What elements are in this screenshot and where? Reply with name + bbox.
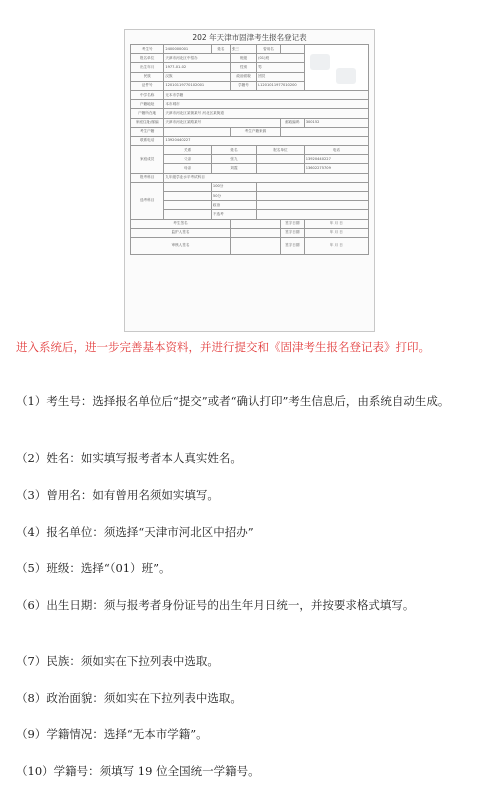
form-label: 姓名 [211, 45, 230, 54]
form-value: 年 月 日 [304, 219, 368, 228]
form-value: 张三 [230, 45, 256, 54]
form-label: 考生号 [131, 45, 164, 54]
form-row [131, 146, 369, 155]
form-value: 1977-01-02 [164, 63, 231, 72]
form-row [131, 127, 369, 136]
form-value: 天津市河北区中招办 [164, 54, 231, 63]
form-value [230, 219, 280, 228]
form-label: 电话 [304, 146, 368, 155]
form-label [164, 182, 212, 191]
form-value [257, 201, 369, 210]
form-value: 13602275709 [304, 164, 368, 173]
form-value: 13920440227 [164, 136, 369, 145]
form-value: 父亲 [164, 155, 212, 164]
form-label: 考生签名 [131, 219, 231, 228]
registration-form-image [124, 29, 375, 332]
form-value: 无本市学籍 [164, 90, 369, 99]
form-label: 学籍号 [230, 81, 256, 90]
form-label: 民族 [131, 72, 164, 81]
form-value [257, 155, 305, 164]
form-label [164, 192, 212, 201]
instruction-item: （1）考生号：选择报名单位后“提交”或者“确认打印”考生信息后，由系统自动生成。 [16, 394, 450, 408]
form-label: 考生户籍来源 [230, 127, 280, 136]
form-table [130, 44, 369, 255]
form-label: 曾用名 [257, 45, 281, 54]
form-row [131, 210, 369, 219]
form-value: 100分 [211, 182, 256, 191]
form-label [164, 210, 212, 219]
form-label: 邮政编码 [280, 118, 304, 127]
form-row [131, 201, 369, 210]
form-value: 13920440227 [304, 155, 368, 164]
form-value: 天津市河北区某街某号 河北区某街道 [164, 109, 369, 118]
form-row [131, 118, 369, 127]
instruction-item: （3）曾用名：如有曾用名须如实填写。 [16, 488, 219, 502]
form-label: 班级 [230, 54, 256, 63]
photo-cell [304, 45, 368, 91]
form-label: 报名单位 [257, 146, 305, 155]
form-row [131, 100, 369, 109]
form-value: 年 月 日 [304, 228, 368, 237]
form-label: 报考科目 [131, 173, 164, 182]
form-label: 出生年月 [131, 63, 164, 72]
form-row [131, 182, 369, 191]
form-value [230, 237, 280, 254]
form-value [257, 182, 369, 191]
form-value: 男 [257, 63, 305, 72]
form-value: 九年级学业水平考试科目 [164, 173, 369, 182]
form-value [257, 164, 305, 173]
form-label: 中学名称 [131, 90, 164, 99]
form-value: 天津市河北区某路某号 [164, 118, 281, 127]
form-label: 家庭住址/邮编 [131, 118, 164, 127]
form-value [257, 210, 369, 219]
form-value: 300152 [304, 118, 368, 127]
instruction-item: （4）报名单位：须选择“天津市河北区中招办” [16, 525, 254, 539]
form-row [131, 173, 369, 182]
form-value: 2400000001 [164, 45, 212, 54]
form-value [230, 228, 280, 237]
form-row [131, 90, 369, 99]
form-title: 202 年天津市固津考生报名登记表 [192, 33, 307, 42]
form-value [280, 127, 368, 136]
form-label: 联系电话 [131, 136, 164, 145]
form-row [131, 45, 369, 54]
instruction-item: （9）学籍情况：选择“无本市学籍”。 [16, 727, 208, 741]
form-label: 户籍所在地 [131, 109, 164, 118]
form-row [131, 192, 369, 201]
form-label: 户籍地址 [131, 100, 164, 109]
form-value [257, 192, 369, 201]
form-label: 政治面貌 [230, 72, 256, 81]
form-label: 选考科目 [131, 182, 164, 219]
form-row [131, 219, 369, 228]
form-value: 汉族 [164, 72, 231, 81]
blurred-photo [336, 68, 356, 84]
form-value: L1201011977010200 [257, 81, 305, 90]
blurred-photo [310, 54, 330, 70]
form-label: 监护人签名 [131, 228, 231, 237]
form-value: 年 月 日 [304, 237, 368, 254]
instruction-item: （8）政治面貌：须如实在下拉列表中选取。 [16, 691, 242, 705]
form-row [131, 136, 369, 145]
form-value: (01)班 [257, 54, 305, 63]
form-label: 姓名 [211, 146, 256, 155]
instruction-item: （2）姓名：如实填写报考者本人真实姓名。 [16, 451, 242, 465]
form-value: 不选考 [211, 210, 256, 219]
form-value: 50分 [211, 192, 256, 201]
form-label: 家庭成员 [131, 146, 164, 174]
form-label: 性别 [230, 63, 256, 72]
instruction-item: （5）班级：选择“（01）班”。 [16, 561, 171, 575]
form-value [280, 45, 304, 54]
form-label: 报名单位 [131, 54, 164, 63]
form-label: 审核人签名 [131, 237, 231, 254]
form-label: 签字日期 [280, 219, 304, 228]
form-value: 张九 [211, 155, 256, 164]
form-value: 本市城市 [164, 100, 369, 109]
form-label: 证件号 [131, 81, 164, 90]
form-label: 考生户籍 [131, 127, 164, 136]
form-value: 12010119770102001 [164, 81, 231, 90]
instruction-item: （6）出生日期：须与报考者身份证号的出生年月日统一，并按要求格式填写。 [16, 598, 415, 612]
form-row [131, 237, 369, 254]
form-row [131, 155, 369, 164]
form-value: 团员 [257, 72, 305, 81]
form-label: 关系 [164, 146, 212, 155]
form-grid [130, 44, 369, 255]
form-label: 签字日期 [280, 228, 304, 237]
form-row [131, 109, 369, 118]
instruction-item: （7）民族：须如实在下拉列表中选取。 [16, 654, 219, 668]
form-row [131, 164, 369, 173]
form-label [164, 201, 212, 210]
instruction-note: 进入系统后，进一步完善基本资料，并进行提交和《固津考生报名登记表》打印。 [16, 340, 430, 354]
instruction-item: （10）学籍号：须填写 19 位全国统一学籍号。 [16, 764, 260, 778]
form-label: 签字日期 [280, 237, 304, 254]
form-value: 政治 [211, 201, 256, 210]
form-value: 母亲 [164, 164, 212, 173]
form-value [164, 127, 231, 136]
form-row [131, 228, 369, 237]
form-value: 刘霞 [211, 164, 256, 173]
